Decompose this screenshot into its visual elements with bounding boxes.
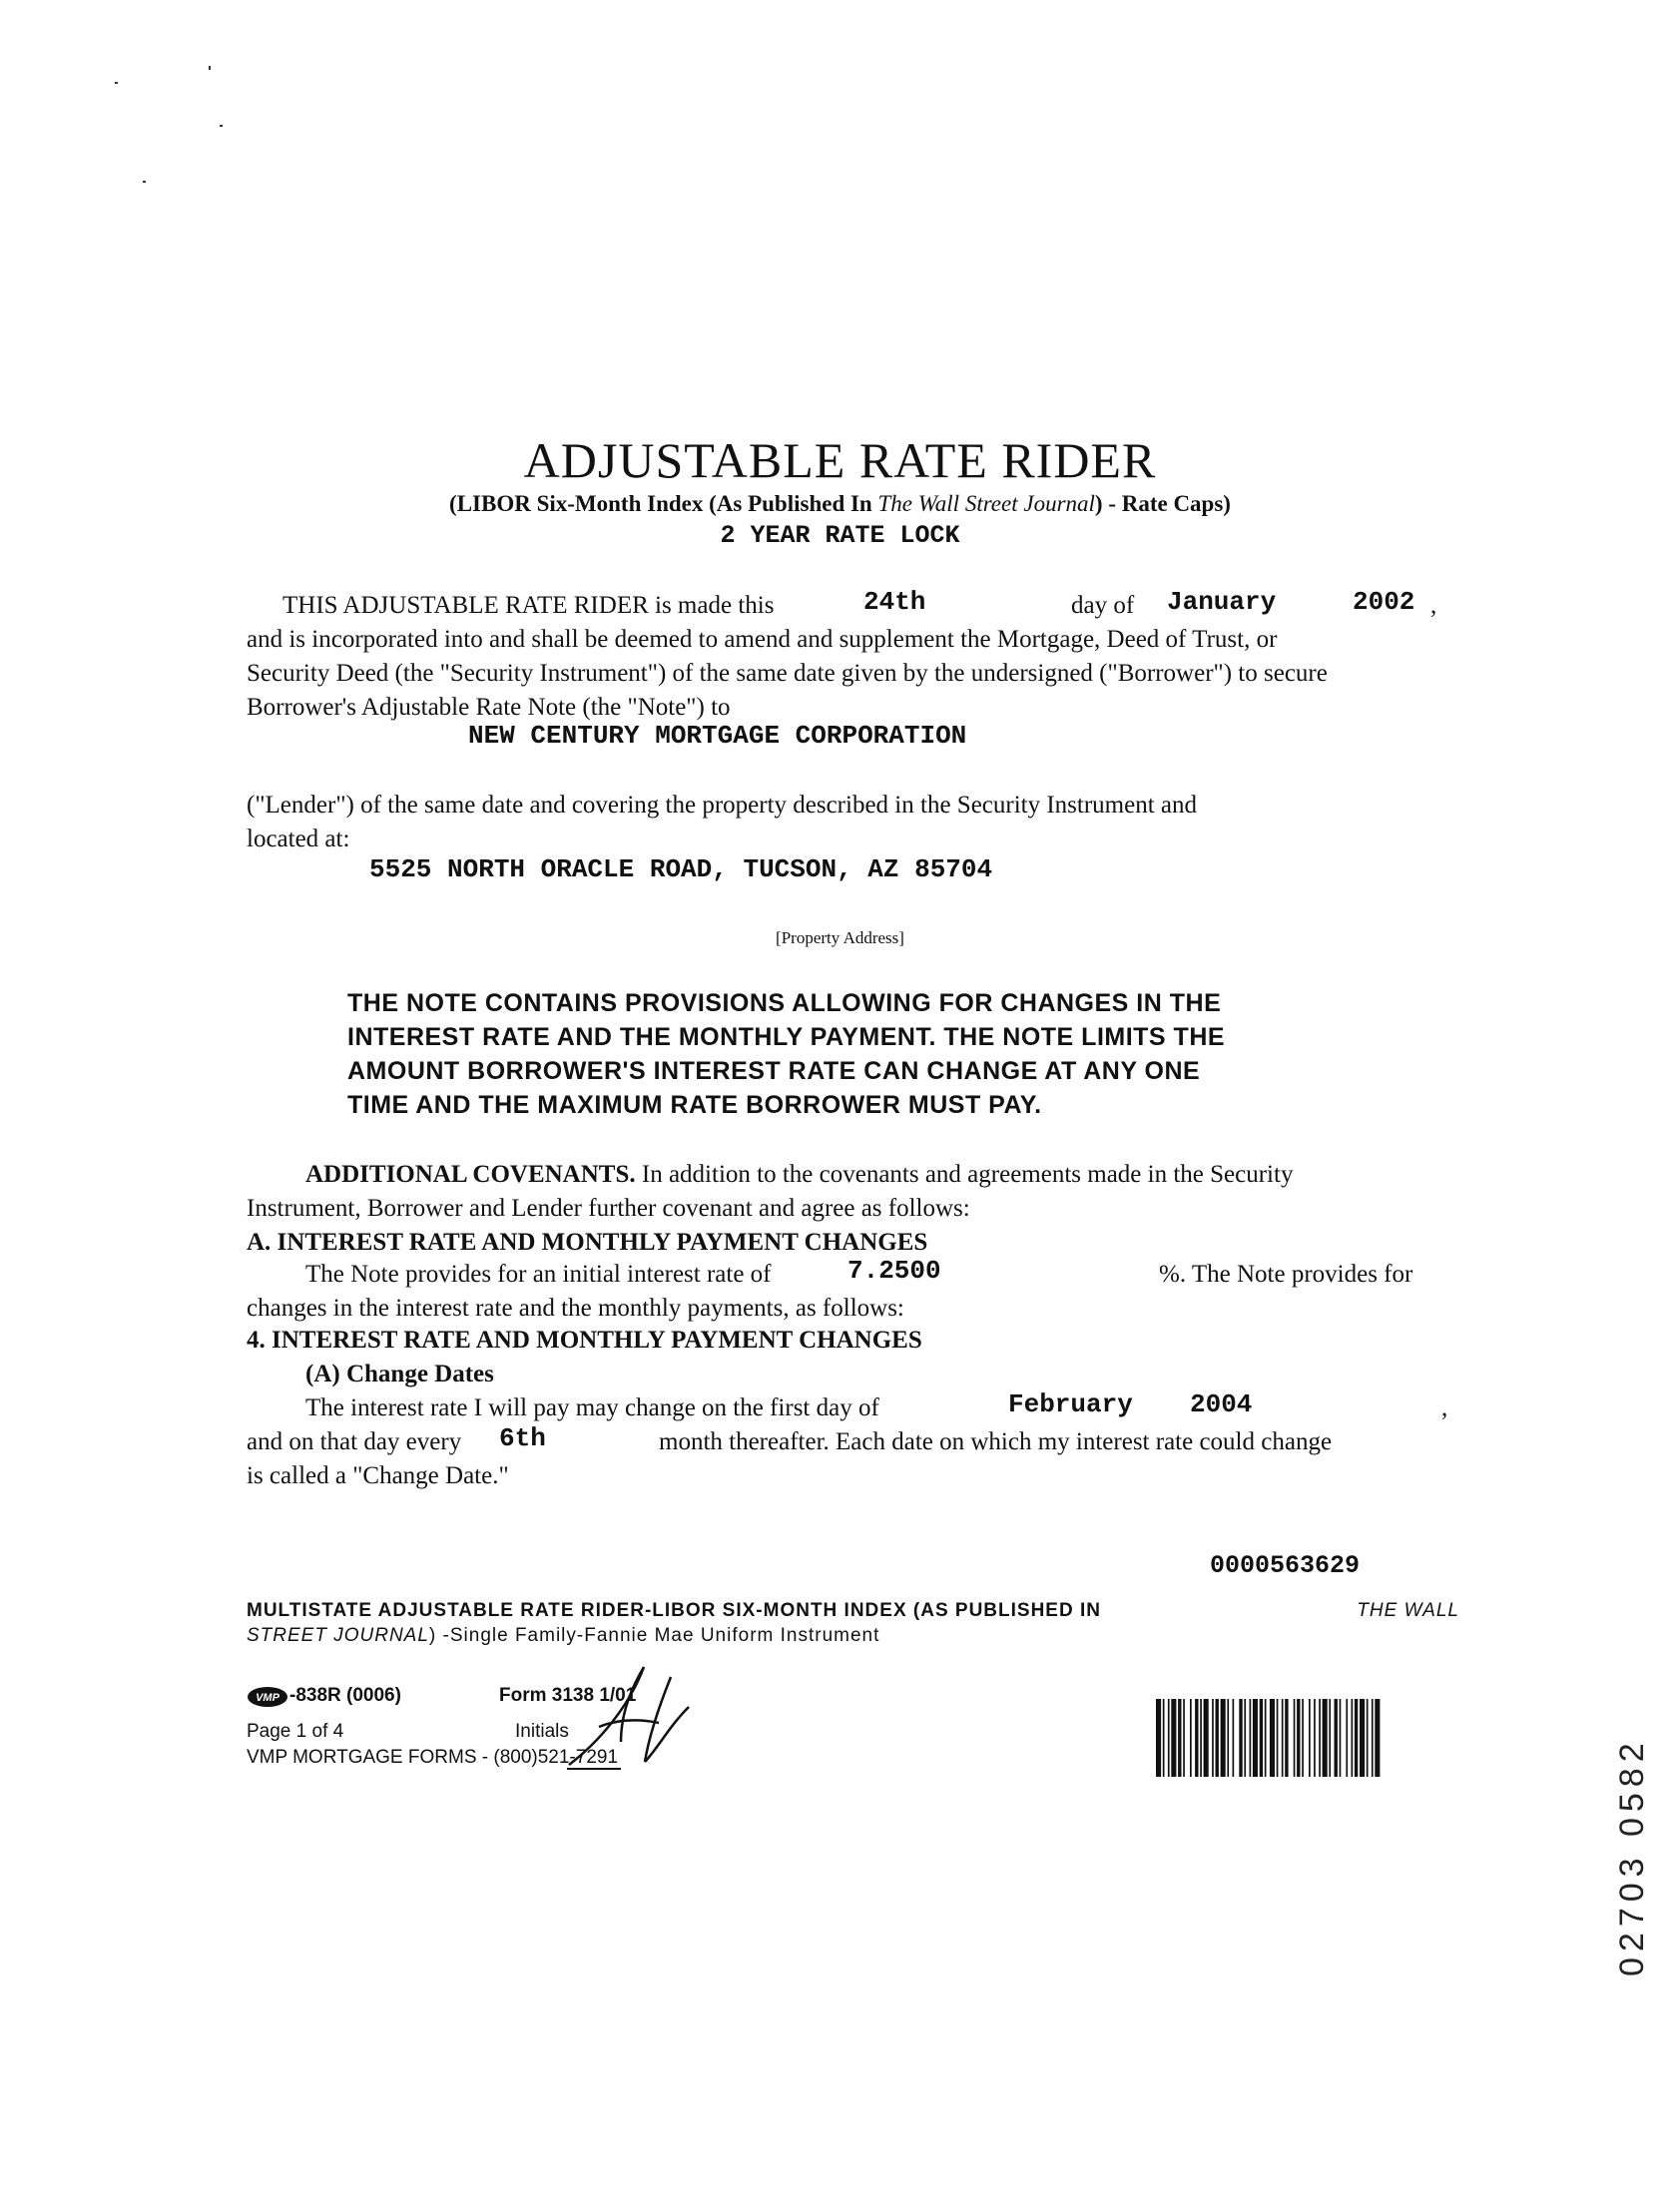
property-address-label: [Property Address] (776, 928, 904, 947)
change-text: The interest rate I will pay may change on the first day of (305, 1394, 879, 1421)
notice-line: TIME AND THE MAXIMUM RATE BORROWER MUST PAY. (347, 1091, 1042, 1119)
scan-speck (143, 181, 146, 183)
rate-text: The Note provides for an initial interest rate of (305, 1261, 772, 1288)
covenants-line2: Instrument, Borrower and Lender further covenant and agree as follows: (247, 1195, 970, 1222)
vmp-logo-icon (247, 1685, 288, 1709)
covenants-line1 (305, 1158, 1450, 1192)
scan-speck (115, 82, 118, 84)
rider-month: January (1167, 587, 1277, 617)
rate-line2: changes in the interest rate and the monthly payments, as follows: (247, 1295, 904, 1322)
intro-line4: Borrower's Adjustable Rate Note (the "Note") to (247, 694, 731, 721)
form-title-text: ) -Single Family-Fannie Mae Uniform Instrument (428, 1625, 880, 1646)
form-title-italic: STREET JOURNAL (247, 1625, 429, 1646)
handwritten-initials-icon (559, 1647, 699, 1777)
vmp-logo-text: VMP (256, 1692, 280, 1704)
scan-speck (220, 125, 223, 127)
comma: , (1430, 592, 1437, 619)
first-change-month: February (1008, 1389, 1133, 1419)
subtitle-journal: The Wall Street Journal (877, 491, 1095, 516)
change-interval: 6th (499, 1423, 546, 1453)
change-date-definition: is called a "Change Date." (247, 1462, 509, 1489)
document-title: ADJUSTABLE RATE RIDER (523, 432, 1157, 488)
subsection-a-heading: (A) Change Dates (305, 1361, 494, 1387)
intro-line6: located at: (247, 826, 350, 852)
section-4-heading: 4. INTEREST RATE AND MONTHLY PAYMENT CHANGES (247, 1327, 922, 1354)
scan-speck (209, 66, 211, 70)
section-a-heading: A. INTEREST RATE AND MONTHLY PAYMENT CHANGES (247, 1229, 928, 1256)
rider-day: 24th (863, 587, 926, 617)
subtitle-pre: (LIBOR Six-Month Index (As Published In (449, 491, 878, 516)
document-subtitle (0, 491, 1680, 517)
intro-line2: and is incorporated into and shall be deemed to amend and supplement the Mortgage, Deed of Trust, or (247, 626, 1278, 653)
form-title-text: MULTISTATE ADJUSTABLE RATE RIDER-LIBOR SIX-MONTH INDEX (AS PUBLISHED IN (247, 1600, 1101, 1621)
note-provisions-notice (347, 986, 1386, 1122)
page-number: Page 1 of 4 (247, 1721, 344, 1742)
first-change-year: 2004 (1190, 1389, 1253, 1419)
intro-text: THIS ADJUSTABLE RATE RIDER is made this (282, 592, 775, 619)
comma: , (1441, 1394, 1448, 1421)
side-stamp-number (1612, 1577, 1652, 1976)
initial-interest-rate: 7.2500 (847, 1256, 941, 1286)
day-of-text: day of (1071, 592, 1135, 619)
change-date-line (305, 1391, 1450, 1427)
form-title-line1 (247, 1598, 1459, 1623)
initials-label: Initials (515, 1721, 569, 1742)
notice-line: AMOUNT BORROWER'S INTEREST RATE CAN CHANGE AT ANY ONE (347, 1057, 1201, 1085)
rider-year: 2002 (1353, 587, 1415, 617)
intro-line5: ("Lender") of the same date and covering the property described in the Security Instrument and (247, 792, 1198, 819)
intro-line1 (282, 589, 1450, 625)
form-title-italic: THE WALL (1357, 1600, 1459, 1621)
subtitle-post: ) - Rate Caps) (1094, 491, 1231, 516)
initial-rate-line (305, 1258, 1450, 1294)
side-stamp-text: 02703 0582 (1613, 1737, 1651, 1976)
barcode-icon (1156, 1699, 1451, 1777)
vendor-info: VMP MORTGAGE FORMS - (800)521-7291 (247, 1747, 619, 1768)
every-post-text: month thereafter. Each date on which my interest rate could change (659, 1428, 1333, 1455)
form-number: Form 3138 1/01 (499, 1685, 637, 1706)
notice-line: INTEREST RATE AND THE MONTHLY PAYMENT. THE NOTE LIMITS THE (347, 1023, 1226, 1051)
every-text: and on that day every (247, 1428, 462, 1455)
property-address: 5525 NORTH ORACLE ROAD, TUCSON, AZ 85704 (369, 854, 993, 884)
lender-name: NEW CENTURY MORTGAGE CORPORATION (468, 721, 967, 751)
form-code: -838R (0006) (289, 1685, 401, 1706)
notice-line: THE NOTE CONTAINS PROVISIONS ALLOWING FOR CHANGES IN THE (347, 989, 1222, 1017)
every-line (247, 1425, 1450, 1461)
form-title (247, 1598, 1459, 1648)
loan-number: 0000563629 (1210, 1551, 1361, 1580)
rate-lock-label: 2 YEAR RATE LOCK (720, 521, 960, 550)
covenants-heading: ADDITIONAL COVENANTS. (305, 1161, 636, 1188)
covenants-text: In addition to the covenants and agreements made in the Security (641, 1161, 1294, 1188)
rate-text-post: %. The Note provides for (1159, 1261, 1413, 1288)
intro-line3: Security Deed (the "Security Instrument") of the same date given by the undersigned ("Borrower") to secure (247, 660, 1328, 687)
form-title-line2 (247, 1623, 1459, 1648)
